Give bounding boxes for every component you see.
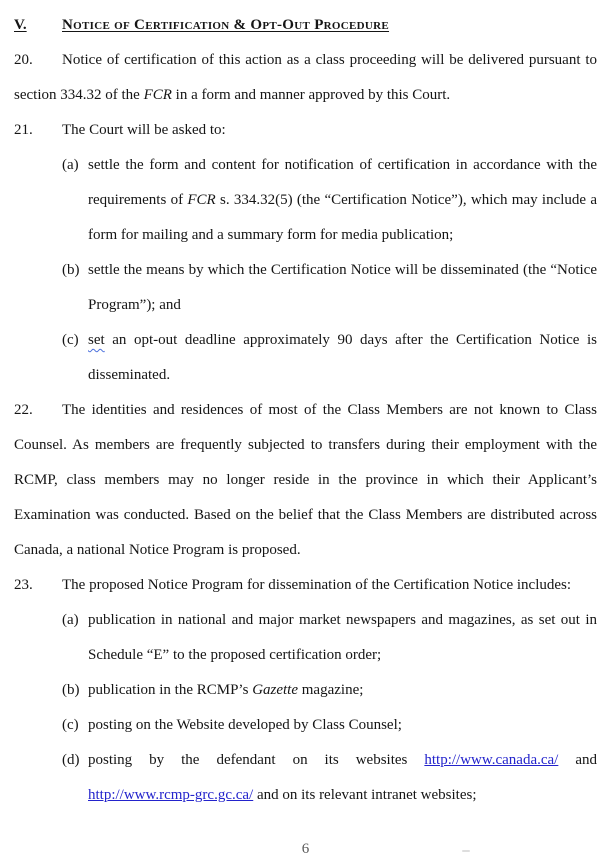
list-marker: (c) bbox=[62, 717, 79, 733]
list-marker: (c) bbox=[62, 332, 79, 348]
text-run: posting by the defendant on its websites bbox=[88, 752, 425, 768]
hyperlink[interactable]: http://www.canada.ca/ bbox=[424, 752, 559, 768]
list-item-text bbox=[88, 612, 597, 663]
list-marker: (a) bbox=[62, 157, 79, 173]
list-item-text bbox=[88, 717, 402, 733]
paragraph-number: 22. bbox=[14, 402, 33, 418]
section-numeral: V. bbox=[14, 17, 27, 33]
spellcheck-flagged-text: set bbox=[88, 332, 105, 348]
text-run: The Court will be asked to: bbox=[62, 122, 226, 138]
text-run: and bbox=[558, 752, 597, 768]
list-item-text bbox=[88, 682, 363, 698]
list-item-23b bbox=[62, 673, 597, 708]
paragraph-20 bbox=[14, 43, 597, 113]
list-item-21a bbox=[62, 148, 597, 253]
list-item-23a bbox=[62, 603, 597, 673]
paragraph-text bbox=[62, 577, 571, 593]
list-marker: (b) bbox=[62, 682, 80, 698]
paragraph-number: 21. bbox=[14, 122, 33, 138]
list-item-21b bbox=[62, 253, 597, 323]
paragraph-number: 23. bbox=[14, 577, 33, 593]
italic-text: Gazette bbox=[252, 682, 299, 698]
list-marker: (d) bbox=[62, 752, 80, 768]
text-run: an opt-out deadline approximately 90 days after the Certification Notice is disseminated. bbox=[88, 332, 597, 383]
text-run: in a form and manner approved by this Court. bbox=[171, 87, 451, 103]
paragraph-text bbox=[14, 52, 597, 103]
list-marker: (a) bbox=[62, 612, 79, 628]
paragraph-text bbox=[62, 122, 226, 138]
list-item-23c bbox=[62, 708, 597, 743]
section-heading bbox=[14, 8, 597, 43]
text-run: s. 334.32(5) (the “Certification Notice”), which may include a form for mailing and a summary form for media publication; bbox=[88, 192, 597, 243]
paragraph-21 bbox=[14, 113, 597, 148]
text-run: magazine; bbox=[298, 682, 364, 698]
text-run: and on its relevant intranet websites; bbox=[253, 787, 477, 803]
list-item-text bbox=[88, 752, 597, 803]
text-run: Notice of certification of this action as a class proceeding will be delivered pursuant to section 334.32 of the bbox=[14, 52, 597, 103]
list-item-text bbox=[88, 262, 597, 313]
section-numeral-cell bbox=[14, 8, 62, 43]
paragraph-23 bbox=[14, 568, 597, 603]
text-run: posting on the Website developed by Class Counsel; bbox=[88, 717, 402, 733]
hyperlink[interactable]: http://www.rcmp-grc.gc.ca/ bbox=[88, 787, 254, 803]
italic-text: FCR bbox=[143, 87, 172, 103]
text-run: publication in national and major market newspapers and magazines, as set out in Schedule “E” to the proposed certification order; bbox=[88, 612, 597, 663]
list-marker: (b) bbox=[62, 262, 80, 278]
text-run: The identities and residences of most of the Class Members are not known to Class Counsel. As members are frequently subjected to transfers during their employment with the RCMP, class members may no longer reside in the province in which their Applicant’s Examination was conducted. Based on the belief that the Class Members are distributed across Canada, a national Notice Program is proposed. bbox=[14, 402, 597, 558]
text-run: publication in the RCMP’s bbox=[88, 682, 253, 698]
section-title: Notice of Certification & Opt-Out Procedure bbox=[62, 17, 390, 33]
list-item-text bbox=[88, 157, 597, 243]
list-item-21c bbox=[62, 323, 597, 393]
text-run: The proposed Notice Program for dissemination of the Certification Notice includes: bbox=[62, 577, 572, 593]
text-run: settle the means by which the Certification Notice will be disseminated (the “Notice Program”); and bbox=[88, 262, 597, 313]
page-number: 6 bbox=[301, 841, 310, 857]
list-item-text bbox=[88, 332, 597, 383]
text-run: settle the form and content for notification of certification in accordance with the requirements of bbox=[88, 157, 597, 208]
paragraph-number: 20. bbox=[14, 52, 33, 68]
italic-text: FCR bbox=[187, 192, 216, 208]
paragraph-22 bbox=[14, 393, 597, 568]
paragraph-text bbox=[14, 402, 597, 558]
scan-artifact bbox=[462, 850, 470, 852]
list-item-23d bbox=[62, 743, 597, 813]
